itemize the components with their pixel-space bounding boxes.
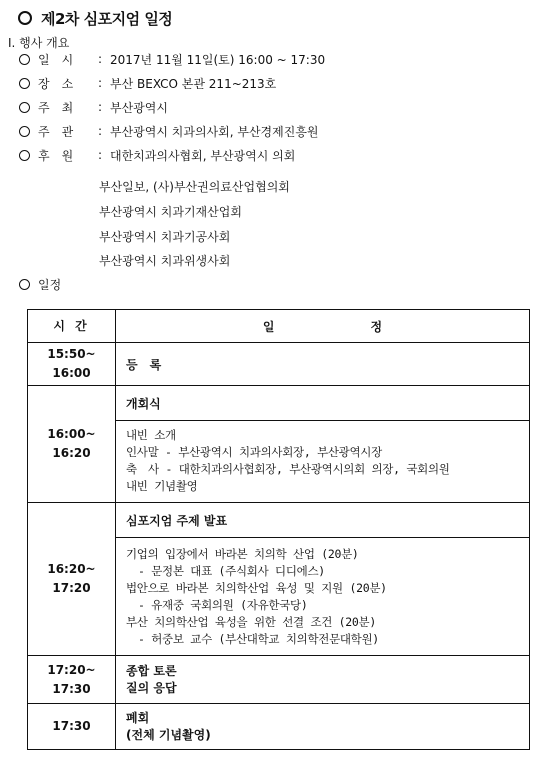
header-plan: 일 정 bbox=[116, 310, 530, 343]
table-row bbox=[28, 704, 530, 750]
time-cell: 17:30 bbox=[28, 704, 116, 750]
circle-bullet-icon bbox=[19, 102, 30, 113]
info-row-organizer: 주 관 : 부산광역시 치과의사회, 부산경제진흥원 bbox=[19, 122, 319, 140]
circle-bullet-icon bbox=[19, 54, 30, 65]
time-cell: 17:20~ 17:30 bbox=[28, 656, 116, 704]
table-header-row bbox=[28, 310, 530, 343]
info-row-sponsor: 후 원 : 대한치과의사협회, 부산광역시 의회 bbox=[19, 146, 295, 164]
sponsor-line: 부산광역시 치과위생사회 bbox=[99, 254, 231, 268]
plan-cell: 개회식 내빈 소개 인사말 - 부산광역시 치과의사회장, 부산광역시장 축 사 - 대한치과의사협회장, 부산광역시의회 의장, 국회의원 내빈 기념촬영 bbox=[116, 386, 530, 503]
document-title: 제2차 심포지엄 일정 bbox=[18, 6, 172, 30]
plan-cell: 폐회 (전체 기념촬영) bbox=[116, 704, 530, 750]
circle-bullet-icon bbox=[19, 126, 30, 137]
schedule-table bbox=[27, 309, 530, 750]
table-row bbox=[28, 503, 530, 656]
plan-cell: 종합 토론 질의 응답 bbox=[116, 656, 530, 704]
circle-bullet-icon bbox=[19, 150, 30, 161]
section-heading: Ⅰ. 행사 개요 bbox=[8, 36, 70, 50]
info-row-datetime: 일 시 : 2017년 11월 11일(토) 16:00 ~ 17:30 bbox=[19, 50, 325, 68]
table-row bbox=[28, 343, 530, 386]
plan-cell: 심포지엄 주제 발표 기업의 입장에서 바라본 치의학 산업 (20분) - 문정본 대표 (주식회사 디디에스) 법안으로 바라본 치의학산업 육성 및 지원 (20분) - 유재중 국회의원 (자유한국당) 부산 치의학산업 육성을 위한 선결 조건 (20분) - 허중보 교수 (부산대학교 치의학전문대학원) bbox=[116, 503, 530, 656]
circle-bullet-icon bbox=[19, 78, 30, 89]
plan-cell: 등 록 bbox=[116, 343, 530, 386]
sponsor-line: 부산일보, (사)부산권의료산업협의회 bbox=[99, 180, 290, 194]
table-row bbox=[28, 386, 530, 503]
sponsor-line: 부산광역시 치과기공사회 bbox=[99, 230, 231, 244]
time-cell: 15:50~ 16:00 bbox=[28, 343, 116, 386]
time-cell: 16:20~ 17:20 bbox=[28, 503, 116, 656]
info-row-venue: 장 소 : 부산 BEXCO 본관 211~213호 bbox=[19, 74, 276, 92]
schedule-heading: 일정 bbox=[19, 276, 61, 293]
time-cell: 16:00~ 16:20 bbox=[28, 386, 116, 503]
table-row bbox=[28, 656, 530, 704]
info-row-host: 주 최 : 부산광역시 bbox=[19, 98, 168, 116]
header-time: 시 간 bbox=[28, 310, 116, 343]
circle-bullet-icon bbox=[19, 279, 30, 290]
circle-bullet-icon bbox=[18, 11, 32, 25]
sponsor-line: 부산광역시 치과기재산업회 bbox=[99, 205, 242, 219]
